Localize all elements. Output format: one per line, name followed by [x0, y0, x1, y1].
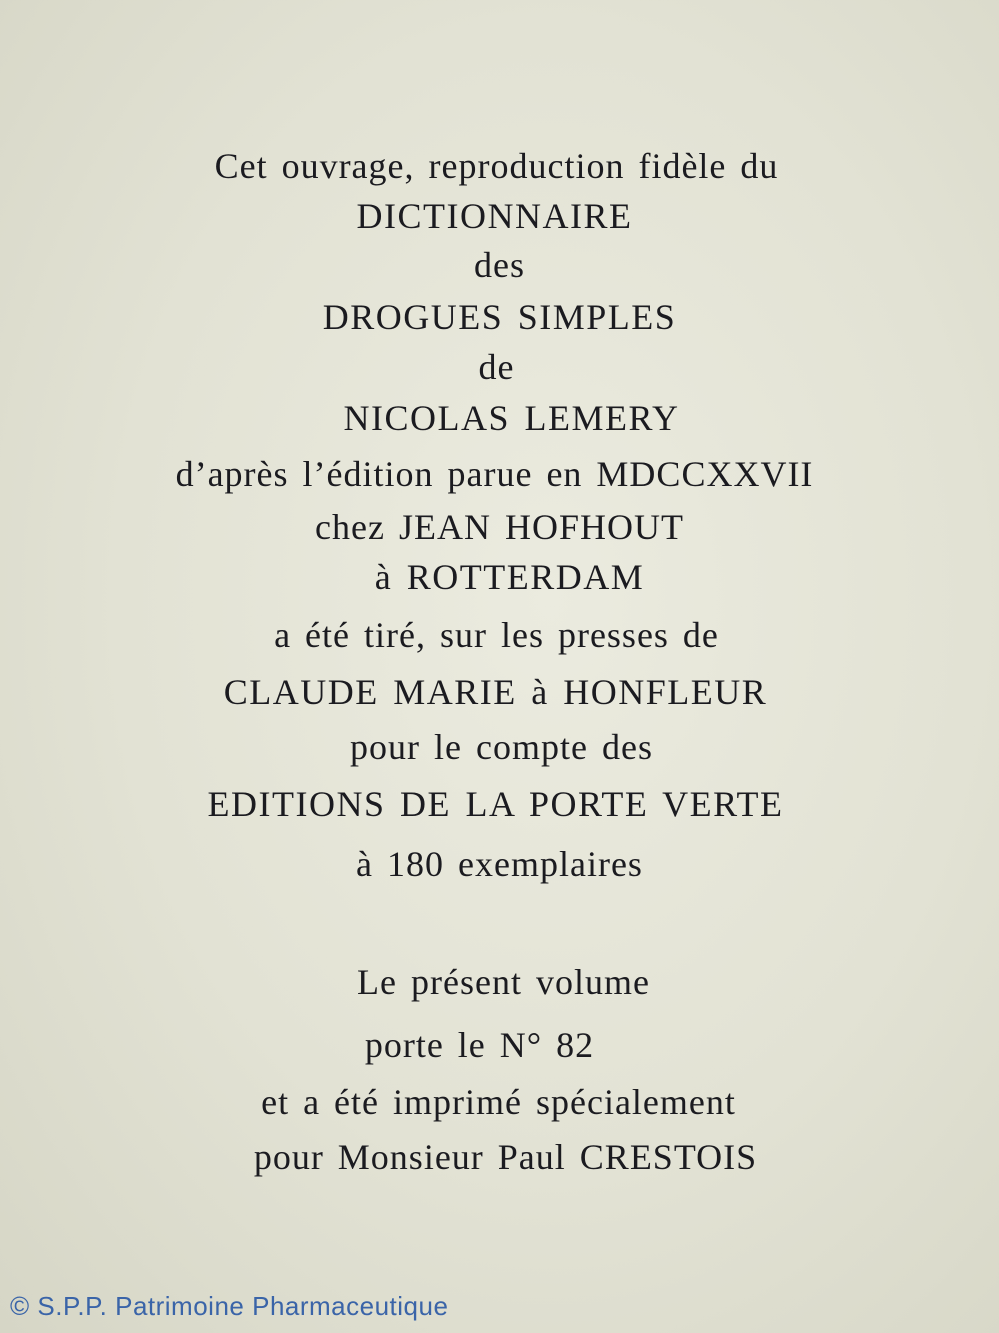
colophon-line-14: à 180 exemplaires [356, 844, 643, 884]
colophon-line-12: pour le compte des [350, 727, 653, 767]
colophon-line-6: NICOLAS LEMERY [343, 398, 680, 438]
colophon-line-4: DROGUES SIMPLES [322, 297, 677, 337]
colophon-line-9: à ROTTERDAM [374, 557, 645, 597]
copyright-watermark: © S.P.P. Patrimoine Pharmaceutique [10, 1291, 449, 1321]
copy-note-line-1: Le présent volume [357, 962, 650, 1002]
colophon-line-13: EDITIONS DE LA PORTE VERTE [207, 784, 784, 824]
colophon-line-10: a été tiré, sur les presses de [274, 615, 719, 655]
colophon-line-5: de [478, 347, 515, 387]
colophon-line-2: DICTIONNAIRE [356, 196, 633, 236]
colophon-line-8: chez JEAN HOFHOUT [315, 507, 684, 547]
colophon-line-3: des [474, 245, 525, 285]
colophon-line-1: Cet ouvrage, reproduction fidèle du [214, 146, 779, 186]
colophon-line-11: CLAUDE MARIE à HONFLEUR [223, 672, 768, 712]
copy-note-line-3: et a été imprimé spécialement [261, 1082, 736, 1122]
copy-note-line-4: pour Monsieur Paul CRESTOIS [253, 1137, 758, 1177]
copy-note-line-2: porte le N° 82 [364, 1025, 595, 1065]
colophon-line-7: d’après l’édition parue en MDCCXXVII [175, 454, 814, 494]
